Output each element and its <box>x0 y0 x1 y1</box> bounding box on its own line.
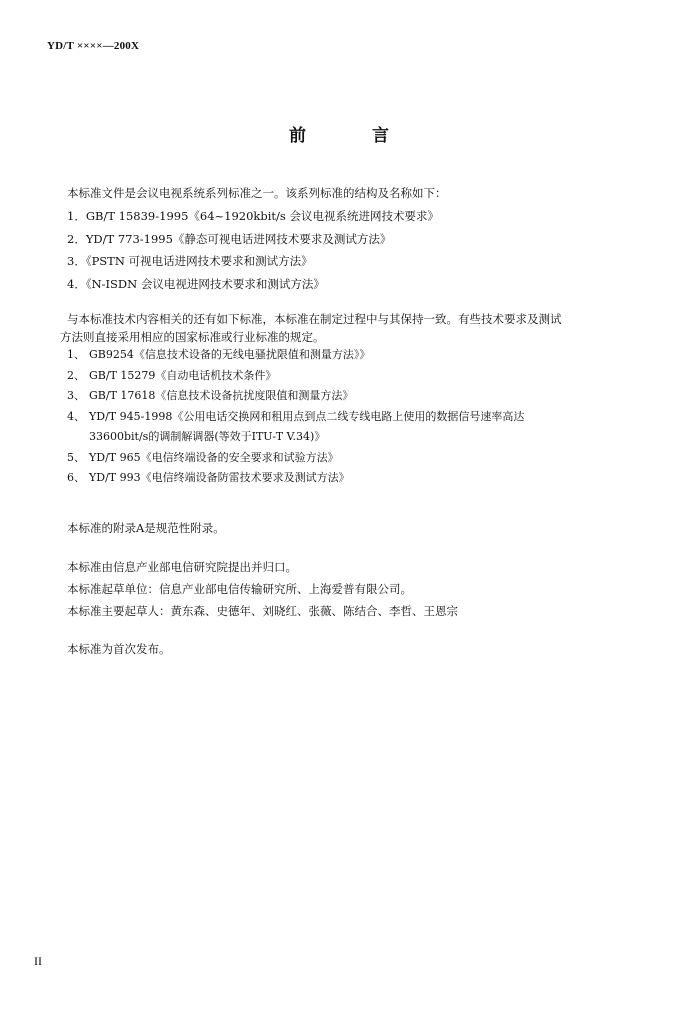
drafters-note: 本标准主要起草人：黄东森、史德年、刘晓红、张薇、陈结合、李哲、王恩宗 <box>67 604 458 618</box>
list-item: 2．YD/T 773-1995《静态可视电话进网技术要求及测试方法》 <box>67 231 392 246</box>
proposer-note: 本标准由信息产业部电信研究院提出并归口。 <box>67 560 297 574</box>
list-item-number: 6、 <box>67 471 85 484</box>
list-item-number: 2、 <box>67 368 85 382</box>
list-item-text: YD/T 945-1998《公用电话交换网和租用点到点二线专线电路上使用的数据信号速率高达 <box>89 409 525 423</box>
list-item-text: 33600bit/s的调制解调器(等效于ITU-T V.34)》 <box>89 430 326 443</box>
list-item <box>67 367 524 388</box>
series-standards-list <box>67 208 439 298</box>
drafting-unit-note: 本标准起草单位：信息产业部电信传输研究所、上海爱普有限公司。 <box>67 582 412 596</box>
standard-code-header: YD/T ××××—200X <box>47 40 140 52</box>
list-item-number: 5、 <box>67 450 85 464</box>
appendix-note: 本标准的附录A是规范性附录。 <box>67 521 225 535</box>
list-item-number: 1、 <box>67 348 85 361</box>
list-item: 3．《PSTN 可视电话进网技术要求和测试方法》 <box>67 254 313 268</box>
list-item <box>67 346 524 367</box>
list-item: 4．《N-ISDN 会议电视进网技术要求和测试方法》 <box>67 276 325 291</box>
related-standards-list <box>67 346 524 490</box>
list-item <box>67 469 524 490</box>
list-item-continuation <box>67 428 524 449</box>
list-item <box>67 387 524 408</box>
list-item <box>67 408 524 429</box>
list-item-number: 4、 <box>67 409 85 423</box>
list-item <box>67 449 524 470</box>
list-item-text: GB/T 15279《自动电话机技术条件》 <box>89 368 277 382</box>
page-number: II <box>34 954 42 968</box>
list-item-text: YD/T 993《电信终端设备防雷技术要求及测试方法》 <box>89 471 350 484</box>
related-standards-intro <box>60 310 640 346</box>
intro-paragraph: 本标准文件是会议电视系统系列标准之一。该系列标准的结构及名称如下： <box>67 186 447 200</box>
list-item-text: GB/T 17618《信息技术设备抗扰度限值和测量方法》 <box>89 389 354 402</box>
list-item-number: 3、 <box>67 389 85 402</box>
list-item-text: GB9254《信息技术设备的无线电骚扰限值和测量方法》》 <box>89 348 371 361</box>
list-item: 1．GB/T 15839-1995《64~1920kbit/s 会议电视系统进网技术要求》 <box>67 209 439 223</box>
related-intro-line: 方法则直接采用相应的国家标准或行业标准的规定。 <box>60 330 325 344</box>
page-title: 前 言 <box>289 126 419 146</box>
related-intro-line: 与本标准技术内容相关的还有如下标准，本标准在制定过程中与其保持一致。有些技术要求及测试 <box>67 312 562 326</box>
list-item-text: YD/T 965《电信终端设备的安全要求和试验方法》 <box>89 450 339 464</box>
first-release-note: 本标准为首次发布。 <box>67 642 171 656</box>
